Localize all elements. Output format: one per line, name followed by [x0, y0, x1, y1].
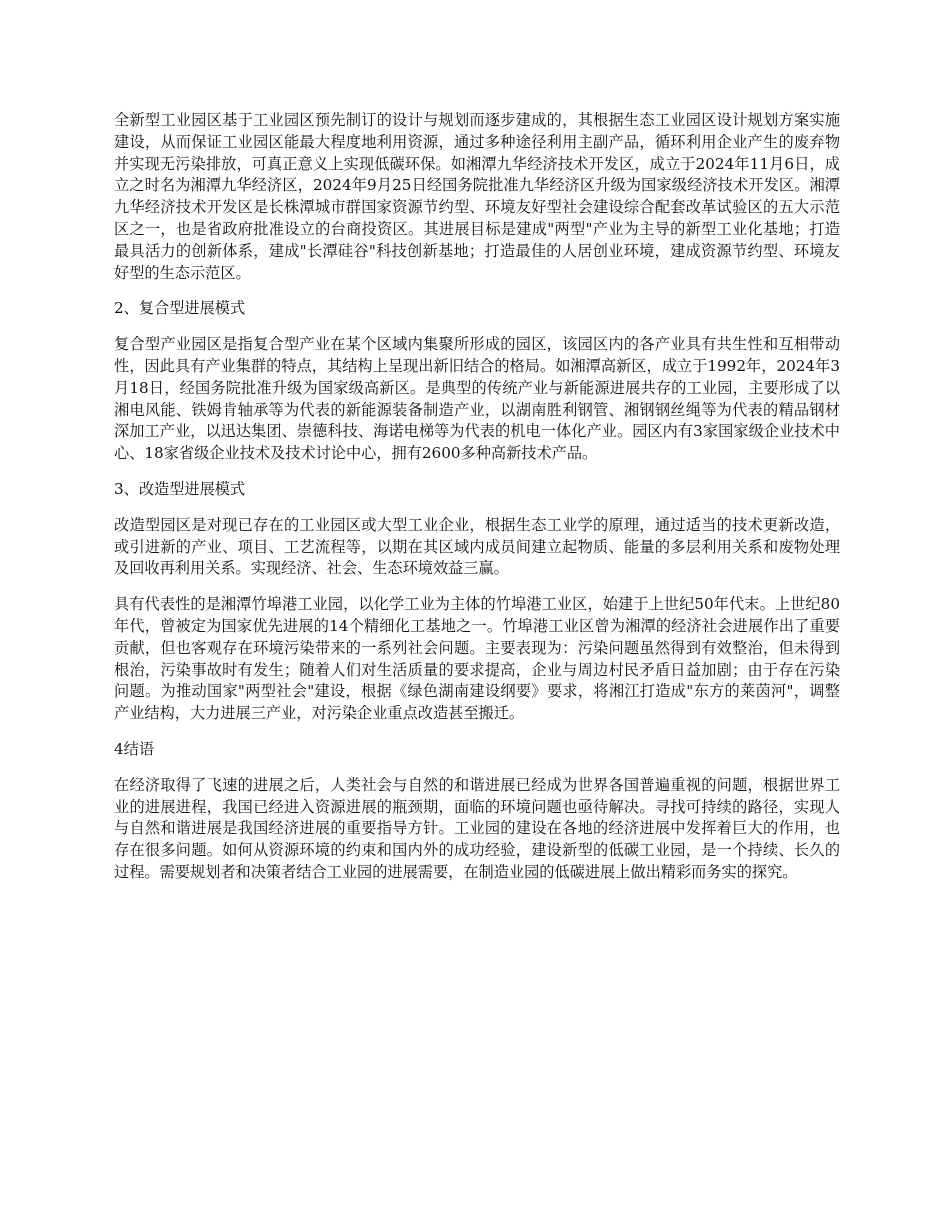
section-heading-composite: 2、复合型进展模式 [114, 299, 246, 318]
document-body [114, 110, 840, 898]
paragraph-zhubugang: 具有代表性的是湘潭竹埠港工业园，以化学工业为主体的竹埠港工业区，始建于上世纪50年代末。上世纪80年代，曾被定为国家优先进展的14个精细化工基地之一。竹埠港工业区曾为湘潭的经济社会进展作出了重要贡献，但也客观存在环境污染带来的一系列社会问题。主要表现为：污染问题虽然得到有效整治，但未得到根治，污染事故时有发生；随着人们对生活质量的要求提高，企业与周边村民矛盾日益加剧；由于存在污染问题。为推动国家"两型社会"建设，根据《绿色湖南建设纲要》要求，将湘江打造成"东方的莱茵河"，调整产业结构，大力进展三产业，对污染企业重点改造甚至搬迁。 [114, 595, 840, 723]
paragraph-renovation-park: 改造型园区是对现已存在的工业园区或大型工业企业，根据生态工业学的原理，通过适当的技术更新改造，或引进新的产业、项目、工艺流程等，以期在其区域内成员间建立起物质、能量的多层利用关系和废物处理及回收再利用关系。实现经济、社会、生态环境效益三赢。 [114, 515, 840, 578]
section-heading-renovation: 3、改造型进展模式 [114, 479, 246, 498]
section-heading-conclusion: 4结语 [114, 739, 155, 758]
paragraph-new-park: 全新型工业园区基于工业园区预先制订的设计与规划而逐步建成的，其根据生态工业园区设计规划方案实施建设，从而保证工业园区能最大程度地利用资源，通过多种途径利用主副产品，循环利用企业产生的废弃物并实现无污染排放，可真正意义上实现低碳环保。如湘潭九华经济技术开发区，成立于2024年11月6日，成立之时名为湘潭九华经济区，2024年9月25日经国务院批准九华经济区升级为国家级经济技术开发区。湘潭九华经济技术开发区是长株潭城市群国家资源节约型、环境友好型社会建设综合配套改革试验区的五大示范区之一，也是省政府批准设立的台商投资区。其进展目标是建成"两型"产业为主导的新型工业化基地；打造最具活力的创新体系，建成"长潭硅谷"科技创新基地；打造最佳的人居创业环境，建成资源节约型、环境友好型的生态示范区。 [114, 111, 840, 282]
paragraph-conclusion: 在经济取得了飞速的进展之后，人类社会与自然的和谐进展已经成为世界各国普遍重视的问题，根据世界工业的进展进程，我国已经进入资源进展的瓶颈期，面临的环境问题也亟待解决。寻找可持续的路径，实现人与自然和谐进展是我国经济进展的重要指导方针。工业园的建设在各地的经济进展中发挥着巨大的作用，也存在很多问题。如何从资源环境的约束和国内外的成功经验，建设新型的低碳工业园，是一个持续、长久的过程。需要规划者和决策者结合工业园的进展需要，在制造业园的低碳进展上做出精彩而务实的探究。 [114, 775, 840, 881]
paragraph-composite-park: 复合型产业园区是指复合型产业在某个区域内集聚所形成的园区，该园区内的各产业具有共生性和互相带动性，因此具有产业集群的特点，其结构上呈现出新旧结合的格局。如湘潭高新区，成立于1992年，2024年3月18日，经国务院批准升级为国家级高新区。是典型的传统产业与新能源进展共存的工业园，主要形成了以湘电风能、铁姆肯轴承等为代表的新能源装备制造产业，以湖南胜利钢管、湘钢钢丝绳等为代表的精品钢材深加工产业，以迅达集团、崇德科技、海诺电梯等为代表的机电一体化产业。园区内有3家国家级企业技术中心、18家省级企业技术及技术讨论中心，拥有2600多种高新技术产品。 [114, 335, 840, 463]
